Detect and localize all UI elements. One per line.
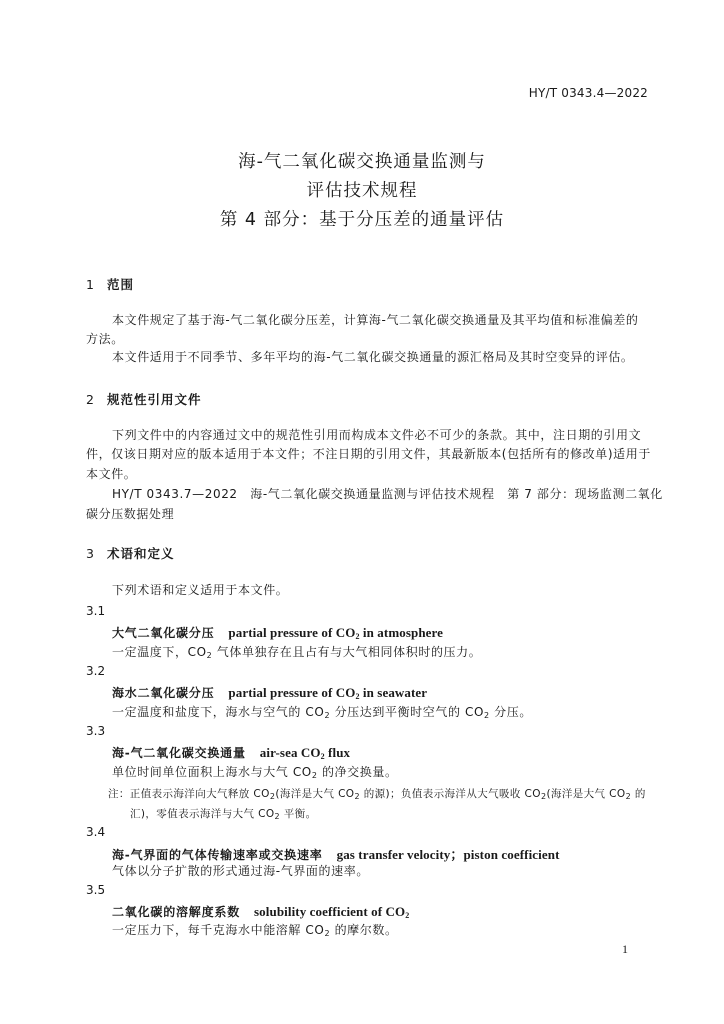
clause-number: 3.2 [86, 664, 106, 678]
section-title: 术语和定义 [107, 546, 175, 561]
paragraph: 下列文件中的内容通过文中的规范性引用而构成本文件必不可少的条款。其中，注日期的引用文 [112, 428, 642, 442]
paragraph: 本文件适用于不同季节、多年平均的海-气二氧化碳交换通量的源汇格局及其时空变异的评估。 [112, 350, 634, 364]
term-chinese: 大气二氧化碳分压 [112, 626, 215, 640]
section-3-heading [86, 544, 175, 562]
term-definition: 气体以分子扩散的形式通过海-气界面的速率。 [112, 864, 369, 878]
standard-code: HY/T 0343.4—2022 [528, 86, 648, 100]
term-chinese: 海-气界面的气体传输速率或交换速率 [112, 848, 323, 862]
page-number: 1 [622, 942, 628, 956]
term-entry [112, 624, 443, 641]
paragraph: 方法。 [86, 332, 124, 346]
title-line-3: 第 4 部分：基于分压差的通量评估 [219, 210, 505, 230]
clause-number: 3.5 [86, 883, 106, 897]
term-entry [112, 684, 427, 701]
term-chinese: 海-气二氧化碳交换通量 [112, 746, 246, 760]
paragraph: 本文件规定了基于海-气二氧化碳分压差，计算海-气二氧化碳交换通量及其平均值和标准偏差的 [112, 313, 639, 327]
section-1-heading [86, 275, 134, 293]
section-number: 1 [86, 277, 95, 292]
term-english: solubility coefficient of $CO_2$ [254, 904, 410, 920]
term-english: partial pressure of $CO_2$ in atmosphere [228, 625, 444, 641]
title-line-1: 海-气二氧化碳交换通量监测与 [238, 152, 486, 172]
paragraph: 本文件。 [86, 467, 137, 481]
normative-reference: 碳分压数据处理 [86, 507, 175, 521]
section-title: 范围 [107, 277, 135, 292]
clause-number: 3.4 [86, 825, 106, 839]
document-title [0, 148, 724, 235]
term-english: partial pressure of $CO_2$ in seawater [228, 685, 428, 701]
term-chinese: 二氧化碳的溶解度系数 [112, 905, 241, 919]
term-entry [112, 744, 350, 761]
section-title: 规范性引用文件 [107, 392, 202, 407]
clause-number: 3.3 [86, 724, 106, 738]
title-line-2: 评估技术规程 [306, 181, 418, 201]
term-definition: 一定温度和盐度下，海水与空气的 $CO_2$ 分压达到平衡时空气的 $CO_2$ 分压。 [112, 705, 532, 720]
term-english: gas transfer velocity；piston coefficient [336, 847, 560, 862]
note: 注：正值表示海洋向大气释放 $CO_2$(海洋是大气 $CO_2$ 的源)；负值表示海洋从大气吸收 $CO_2$(海洋是大气 $CO_2$ 的 [108, 788, 646, 801]
section-number: 3 [86, 546, 95, 561]
term-english: air-sea $CO_2$ flux [259, 745, 351, 761]
term-definition: 一定压力下，每千克海水中能溶解 $CO_2$ 的摩尔数。 [112, 923, 398, 938]
normative-reference: HY/T 0343.7—2022 海-气二氧化碳交换通量监测与评估技术规程 第 7 部分：现场监测二氧化 [112, 487, 663, 501]
section-number: 2 [86, 392, 95, 407]
section-2-heading [86, 390, 202, 408]
clause-number: 3.1 [86, 604, 106, 618]
term-definition: 单位时间单位面积上海水与大气 $CO_2$ 的净交换量。 [112, 765, 398, 780]
paragraph: 件，仅该日期对应的版本适用于本文件；不注日期的引用文件，其最新版本(包括所有的修改单)适用于 [86, 447, 651, 461]
term-definition: 一定温度下，$CO_2$ 气体单独存在且占有与大气相同体积时的压力。 [112, 645, 482, 660]
paragraph: 下列术语和定义适用于本文件。 [112, 583, 289, 597]
term-entry [112, 903, 409, 920]
term-chinese: 海水二氧化碳分压 [112, 686, 215, 700]
note: 汇)，零值表示海洋与大气 $CO_2$ 平衡。 [130, 808, 317, 821]
